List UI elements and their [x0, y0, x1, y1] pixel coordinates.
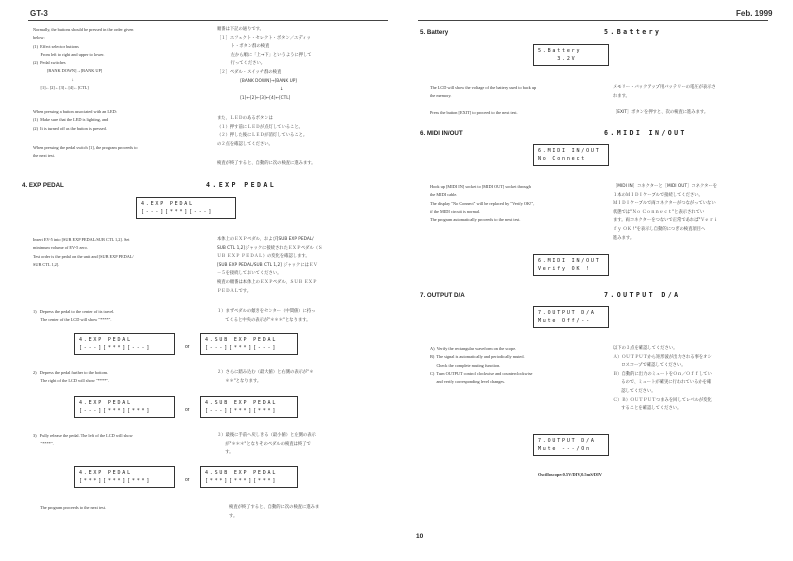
battery-text-en: The LCD will show the voltage of the battery used to back up the memory.	[430, 85, 537, 99]
exp-step2-jp: ２）さらに踏み込む（最大値）と右側の表示が"＊ ＊＊"となります。	[217, 370, 314, 384]
lcd-output-mute-on	[533, 434, 609, 456]
or-label: or	[185, 407, 190, 413]
lcd-line: Verify OK !	[538, 266, 591, 272]
lcd-line: 4.EXP PEDAL	[79, 400, 132, 406]
exp-step1-en: 1) Depress the pedal to the center of its travel. The center of the LCD will show "****".	[33, 309, 115, 323]
lcd-line: [***][***][***]	[205, 478, 278, 484]
oscilloscope-note: Oscilloscope:0.5V/DIV,0.5mS/DIV	[538, 472, 602, 477]
exp-step1-jp: １）まずペダルの傾きをセンター（中間値）に持っ てくると中央の表示が"＊＊＊"となります。	[217, 309, 316, 323]
lcd-line: [---][***][---]	[79, 345, 152, 351]
section-title-output: 7. OUTPUT D/A	[420, 292, 465, 299]
section-title-battery-jp: 5.Battery	[604, 28, 662, 36]
lcd-line: 7.OUTPUT D/A	[538, 310, 596, 316]
header-rule-right	[418, 20, 768, 21]
section-title-midi-jp: 6.MIDI IN/OUT	[604, 129, 687, 137]
lcd-line: 5.Battery	[538, 48, 582, 54]
output-text-en: A) Verify the rectangular waveform on the scope. B) The signal is automatically and periodically muted. Check the complete muting function. C) Turn OUTPUT control clockwise and counterclockwise and verify corresponding level changes.	[430, 346, 533, 385]
lcd-line: 3.2V	[538, 56, 577, 62]
exp-end-text-jp: 検査が終了すると、自動的に次の検査に進みま す。	[229, 505, 320, 519]
lcd-line: 4.SUB EXP PEDAL	[205, 337, 278, 343]
lcd-line: Mute Off/--	[538, 318, 591, 324]
lcd-line: 4.EXP PEDAL	[79, 470, 132, 476]
lcd-line: 7.OUTPUT D/A	[538, 438, 596, 444]
order-text-jp: 順番は下記の通りです。 ［１］エフェクト・セレクト・ボタン／エディッ ト・ボタン群の検査 左から順に「上→下」というように押して 行ってください。 ［２］ペダル・スイッチ群の検査 [BANK DOWN]→[BANK UP] ↓ [1]←[2]←[3]←[4]←[CTL]	[217, 27, 312, 101]
lcd-output-mute-off	[533, 306, 609, 328]
section-title-midi: 6. MIDI IN/OUT	[420, 130, 463, 137]
or-label: or	[185, 344, 190, 350]
lcd-midi-verify-ok	[533, 254, 609, 276]
lcd-battery	[533, 44, 609, 66]
exp-insert-text-jp: 本体上のＥＸＰペダル、および[SUB EXP PEDAL/ SUB CTL 1,2]ジャックに接続されたＥＸＰペダル（Ｓ ＵＢ ＥＸＰ ＰＥＤＡＬ）の変化を確認します。 [SUB EXP PEDAL/SUB CTL 1,2] ジャックにはＥＶ －５を接続しておいてください。 検査の順番は本体上のＥＸＰペダル、ＳＵＢ ＥＸＰ ＰＥＤＡＬです。	[217, 237, 323, 294]
exp-end-text-en: The program proceeds to the next test.	[40, 505, 106, 510]
lcd-exp-step1-a	[74, 333, 175, 355]
lcd-line: [***][***][***]	[79, 478, 152, 484]
lcd-line: [---][***][***]	[79, 408, 152, 414]
battery-exit-jp: ［EXIT］ボタンを押すと、次の検査に進みます。	[613, 110, 709, 115]
lcd-sub-exp-step2-b	[200, 396, 298, 418]
lcd-line: No Connect	[538, 156, 587, 162]
section-title-exp-pedal: 4. EXP PEDAL	[22, 182, 64, 189]
lcd-line: 6.MIDI IN/OUT	[538, 148, 601, 154]
led-text-en: When pressing a button associated with an LED: (1) Make sure that the LED is lighting, and (2) It is turned off as the button is pressed.	[33, 109, 117, 131]
output-text-jp: 以下の３点を確認してください。 Ａ）ＯＵＴＰＵＴから矩形波が出力される事をオシ ロスコープで確認してください。 Ｂ）自動的に出力のミュートをＯｎ／Ｏｆｆしてい るので、ミュートが確実に行われているかを確 認してください。 Ｃ）Ｂ）ＯＵＴＰＵＴつまみを回してレベルが変化 することを確認してください。	[613, 346, 712, 412]
lcd-sub-exp-step3-b	[200, 466, 298, 488]
header-model: GT-3	[30, 9, 48, 18]
section-title-battery: 5. Battery	[420, 29, 449, 36]
pedal-switch-text-en: When pressing the pedal switch [1], the program proceeds to the next test.	[33, 145, 138, 159]
section-title-output-jp: 7.OUTPUT D/A	[604, 291, 681, 299]
exp-step2-en: 2) Depress the pedal further to the bottom. The right of the LCD will show "****".	[33, 370, 110, 384]
midi-text-jp: ［MIDI IN］コネクターと［MIDI OUT］コネクターを １本のＭＩＤＩケーブルで接続してください。 ＭＩＤＩケーブルで両コネクターがつながっていない 状態では"Ｎｏ Ｃｏｎｎｅｃｔ"と表示されてい ます。両コネクターをつないで正常であれば"Ｖｅｒｉ ｆｙ ＯＫ !"を表示し自動的につぎの検査項目へ 進みます。	[613, 184, 718, 241]
lcd-midi-no-connect	[533, 144, 609, 166]
section-title-exp-pedal-jp: 4.EXP PEDAL	[206, 181, 277, 189]
or-label: or	[185, 477, 190, 483]
lcd-line: [---][***][---]	[205, 345, 278, 351]
lcd-exp-main	[136, 197, 236, 219]
order-text-en: Normally, the buttons should be pressed in the order given below: (1) Effect selector buttons From left to right and upper to lower. (2) Pedal switches [BANK DOWN]→[BANK UP] ↓ [1]←[2]←[3]←[4]←[CTL]	[33, 27, 134, 91]
lcd-line: 4.EXP PEDAL	[141, 201, 194, 207]
battery-text-jp: メモリー・バックアップ用バッテリーの電圧が表示さ れます。	[613, 85, 716, 99]
battery-exit-en: Press the button [EXIT] to proceed to the next test.	[430, 110, 518, 115]
lcd-line: 4.EXP PEDAL	[79, 337, 132, 343]
lcd-exp-step3-a	[74, 466, 175, 488]
midi-text-en: Hook up [MIDI IN] socket to [MIDI OUT] socket through the MIDI cable. The display "No Connect" will be replaced by "Verify OK!", if the MIDI circuit is normal. The program automatically proceeds to the next test.	[430, 184, 535, 223]
page-number: 10	[416, 533, 424, 540]
header-date: Feb. 1999	[736, 9, 773, 18]
lcd-sub-exp-step1-b	[200, 333, 298, 355]
lcd-line: [---][***][---]	[141, 209, 214, 215]
exp-step3-jp: ３）最後に手前へ戻しきる（最小値）と左側の表示 が"＊＊＊"となりそのペダルの検査は終了で す。	[217, 433, 316, 456]
lcd-line: 4.SUB EXP PEDAL	[205, 400, 278, 406]
lcd-line: 6.MIDI IN/OUT	[538, 258, 601, 264]
led-text-jp: また、ＬＥＤのあるボタンは （１）押す前にＬＥＤが点灯していること。 （２）押した後にＬＥＤが消灯していること。 の２点を確認してください。	[217, 116, 308, 147]
lcd-exp-step2-a	[74, 396, 175, 418]
lcd-line: 4.SUB EXP PEDAL	[205, 470, 278, 476]
exp-step3-en: 3) Fully release the pedal. The left of the LCD will show "****".	[33, 433, 133, 447]
pedal-switch-text-jp: 検査が終了すると、自動的に次の検査に進みます。	[217, 161, 316, 166]
lcd-line: Mute ---/On	[538, 446, 591, 452]
header-rule-left	[28, 20, 388, 21]
exp-insert-text-en: Insert EV-5 into [SUB EXP PEDAL/SUB CTL 1,2]. Set minimum volume of EV-5 zero. Test order is the pedal on the unit and [SUB EXP PEDAL/ SUB CTL 1,2].	[33, 237, 134, 267]
lcd-line: [---][***][***]	[205, 408, 278, 414]
